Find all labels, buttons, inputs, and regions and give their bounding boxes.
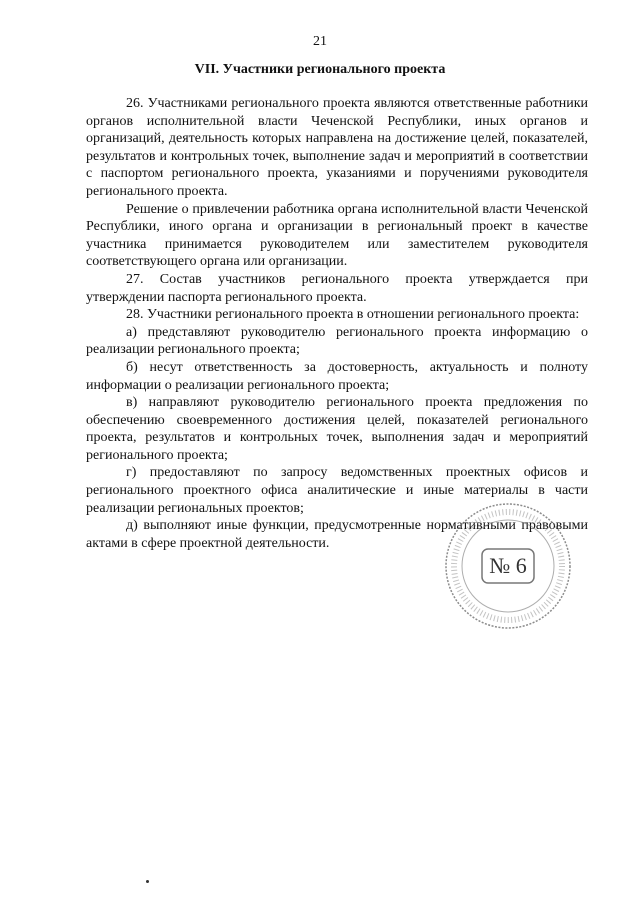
paragraph-decision: Решение о привлечении работника органа исполнительной власти Чеченской Республики, иного органа и организации в региональный проект в качестве участника принимается руководителем или заместителем руководителя соответствующего органа или организации. <box>86 201 588 270</box>
paragraph-27: 27. Состав участников регионального проекта утверждается при утверждении паспорта регионального проекта. <box>86 271 588 305</box>
scan-speck <box>146 880 149 883</box>
stamp-number: № 6 <box>489 553 527 578</box>
paragraph-26: 26. Участниками регионального проекта являются ответственные работники органов исполнительной власти Чеченской Республики, иных органов и организаций, деятельность которых направлена на достижение целей, показателей, результатов и контрольных точек, выполнение задач и мероприятий в соответствии с паспортом регионального проекта, указаниями и поручениями руководителя регионального проекта. <box>86 96 588 199</box>
item-b: б) несут ответственность за достоверность, актуальность и полноту информации о реализации регионального проекта; <box>86 359 588 393</box>
item-a: а) представляют руководителю регионального проекта информацию о реализации регионального проекта; <box>86 324 588 358</box>
official-stamp <box>442 500 574 632</box>
body-text <box>86 95 588 552</box>
item-d: д) выполняют иные функции, предусмотренные нормативными правовыми актами в сфере проектной деятельности. <box>86 518 588 551</box>
paragraph-28: 28. Участники регионального проекта в отношении регионального проекта: <box>126 307 580 323</box>
item-v: в) направляют руководителю регионального проекта предложения по обеспечению своевременного достижения целей, показателей регионального проекта, результатов и контрольных точек, выполнения задач и мероприятий регионального проекта; <box>86 395 588 463</box>
item-g: г) предоставляют по запросу ведомственных проектных офисов и регионального проектного офиса аналитические и иные материалы в части реализации региональных проектов; <box>86 465 588 516</box>
page-number: 21 <box>313 34 327 49</box>
section-title: VII. Участники регионального проекта <box>194 62 446 77</box>
